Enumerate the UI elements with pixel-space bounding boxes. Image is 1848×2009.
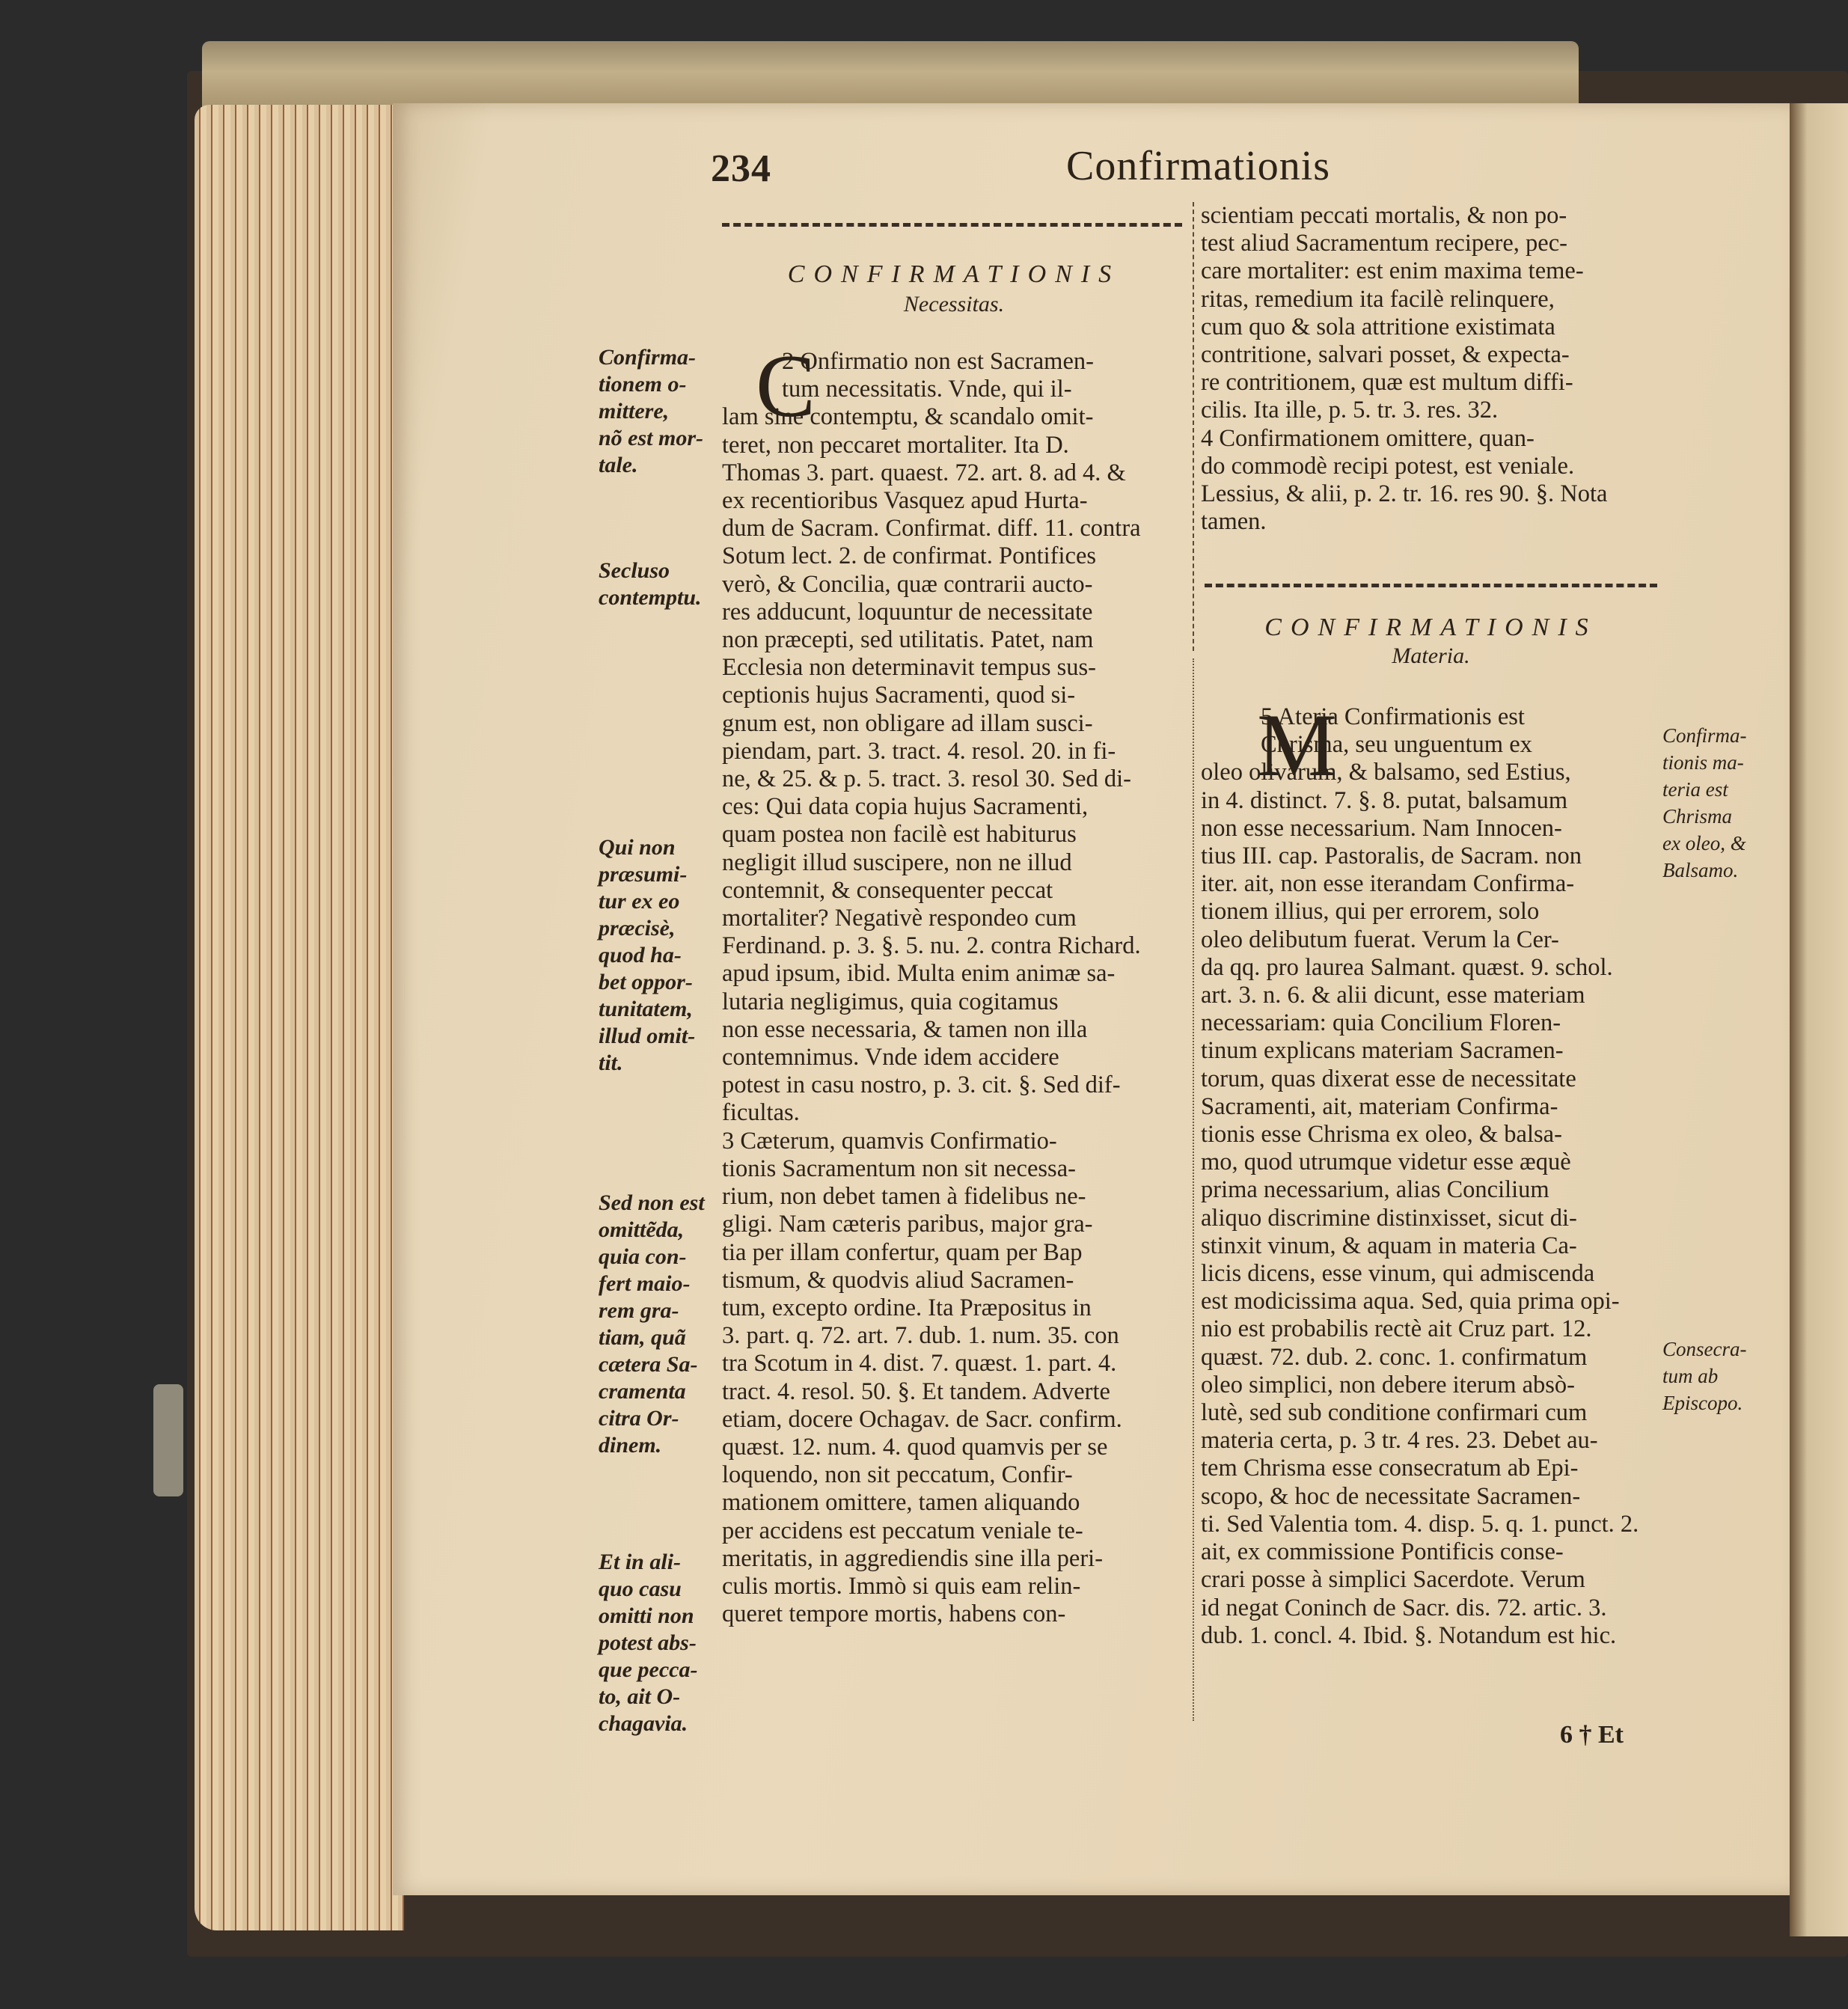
text-line: piendam, part. 3. tract. 4. resol. 20. in fi- <box>722 737 1116 765</box>
margin-note-line: contemptu. <box>599 585 702 610</box>
facing-page-edge <box>1790 103 1848 1936</box>
margin-note-left <box>599 1190 705 1459</box>
left-section-heading: CONFIRMATIONIS <box>787 260 1121 288</box>
text-line: Ferdinand. p. 3. §. 5. nu. 2. contra Richard. <box>722 932 1141 960</box>
text-line: lutaria negligimus, quia cogitamus <box>722 988 1059 1015</box>
margin-note-line: quia con- <box>599 1244 687 1269</box>
text-line: art. 3. n. 6. & alii dicunt, esse materiam <box>1201 982 1585 1009</box>
text-line: quæst. 12. num. 4. quod quamvis per se <box>722 1433 1108 1461</box>
text-line: licis dicens, esse vinum, qui admiscenda <box>1201 1260 1595 1288</box>
text-line: lutè, sed sub conditione confirmari cum <box>1201 1399 1588 1427</box>
text-line: tius III. cap. Pastoralis, de Sacram. non <box>1201 843 1582 870</box>
text-line: rium, non debet tamen à fidelibus ne- <box>722 1183 1086 1211</box>
margin-note-line: que pecca- <box>599 1657 698 1682</box>
column-divider-lower <box>1193 658 1194 1721</box>
text-line: test aliud Sacramentum recipere, pec- <box>1201 230 1567 257</box>
margin-note-line: tionem o- <box>599 372 687 397</box>
text-line: 3 Cæterum, quamvis Confirmatio- <box>722 1127 1057 1155</box>
text-line: per accidens est peccatum veniale te- <box>722 1517 1083 1544</box>
text-line: tia per illam confertur, quam per Bap <box>722 1238 1083 1266</box>
left-section-subheading: Necessitas. <box>903 292 1005 317</box>
text-line: crari posse à simplici Sacerdote. Verum <box>1201 1566 1585 1594</box>
margin-note-line: Confirma- <box>1662 724 1747 747</box>
margin-note-line: cramenta <box>599 1379 686 1404</box>
text-line: oleo delibutum fuerat. Verum la Cer- <box>1201 926 1559 953</box>
margin-note-line: Et in ali- <box>599 1550 682 1574</box>
page-number: 234 <box>711 147 771 190</box>
margin-note-line: Qui non <box>599 835 676 860</box>
margin-note-left <box>599 344 703 479</box>
margin-note-line: tur ex eo <box>599 889 680 914</box>
text-line: non esse necessaria, & tamen non illa <box>722 1015 1088 1043</box>
text-line: necessariam: quia Concilium Floren- <box>1201 1009 1561 1037</box>
text-line: tionis Sacramentum non sit necessa- <box>722 1155 1076 1182</box>
margin-note-line: dinem. <box>599 1433 662 1458</box>
margin-note-left <box>599 1549 697 1737</box>
margin-note-line: Sed non est <box>599 1190 705 1215</box>
right-section-heading: CONFIRMATIONIS <box>1264 614 1597 641</box>
catchword: 6 † Et <box>1560 1721 1624 1749</box>
text-line: apud ipsum, ibid. Multa enim animæ sa- <box>722 960 1116 988</box>
dropcap-right: M <box>1257 695 1337 795</box>
text-line: ti. Sed Valentia tom. 4. disp. 5. q. 1. punct. 2. <box>1201 1510 1639 1538</box>
text-line: Thomas 3. part. quaest. 72. art. 8. ad 4. & <box>722 459 1126 486</box>
text-line: care mortaliter: est enim maxima teme- <box>1201 257 1584 285</box>
margin-note-line: præsumi- <box>599 862 688 887</box>
margin-note-line: præcisè, <box>599 916 676 941</box>
margin-note-line: tum ab <box>1662 1365 1719 1387</box>
margin-note-line: mittere, <box>599 399 670 423</box>
text-line: tinum explicans materiam Sacramen- <box>1201 1037 1564 1065</box>
text-line: mationem omittere, tamen aliquando <box>722 1489 1080 1517</box>
text-line: tionis esse Chrisma ex oleo, & balsa- <box>1201 1121 1562 1149</box>
margin-note-line: omittẽda, <box>599 1217 685 1242</box>
text-line: Ecclesia non determinavit tempus sus- <box>722 654 1097 682</box>
text-line: culis mortis. Immò si quis eam relin- <box>722 1572 1081 1600</box>
margin-note-line: Consecra- <box>1662 1338 1747 1360</box>
text-line: Chrisma, seu unguentum ex <box>1261 731 1532 759</box>
column-divider <box>1193 202 1194 651</box>
text-line: non esse necessarium. Nam Innocen- <box>1201 814 1562 842</box>
text-line: potest in casu nostro, p. 3. cit. §. Sed dif- <box>722 1071 1121 1099</box>
margin-note-line: omitti non <box>599 1603 694 1628</box>
margin-note-line: Balsamo. <box>1662 859 1739 881</box>
text-line: materia certa, p. 3 tr. 4 res. 23. Debet au- <box>1201 1427 1598 1455</box>
text-line: est modicissima aqua. Sed, quia prima opi- <box>1201 1288 1620 1315</box>
text-line: tamen. <box>1201 508 1267 536</box>
text-line: lam sine contemptu, & scandalo omit- <box>722 403 1094 431</box>
margin-note-line: chagavia. <box>599 1711 688 1736</box>
text-line: verò, & Concilia, quæ contrarii aucto- <box>722 570 1093 598</box>
text-line: meritatis, in aggrediendis sine illa peri- <box>722 1544 1104 1572</box>
right-text-column <box>1201 695 1657 1650</box>
text-line: mo, quod utrumque videtur esse æquè <box>1201 1149 1571 1176</box>
text-line: 2 Onfirmatio non est Sacramen- <box>782 348 1094 375</box>
margin-note-line: illud omit- <box>599 1024 696 1048</box>
text-line: tem Chrisma esse consecratum ab Epi- <box>1201 1455 1579 1482</box>
text-line: tum, excepto ordine. Ita Præpositus in <box>722 1294 1092 1321</box>
text-line: negligit illud suscipere, non ne illud <box>722 848 1072 876</box>
text-line: iter. ait, non esse iterandam Confirma- <box>1201 870 1575 898</box>
rule-right <box>1205 584 1657 587</box>
left-text-column <box>722 336 1186 1628</box>
text-line: 5 Ateria Confirmationis est <box>1261 703 1525 730</box>
margin-note-line: tionis ma- <box>1662 751 1744 774</box>
running-title: Confirmationis <box>1066 143 1331 189</box>
margin-note-line: potest abs- <box>599 1630 697 1655</box>
margin-note-line: rem gra- <box>599 1298 679 1323</box>
text-line: oleo olivarum, & balsamo, sed Estius, <box>1201 759 1571 786</box>
text-line: oleo simplici, non debere iterum absò- <box>1201 1371 1576 1398</box>
metal-clasp <box>153 1384 183 1496</box>
text-line: non præcepti, sed utilitatis. Patet, nam <box>722 626 1094 654</box>
margin-note-line: bet oppor- <box>599 970 693 994</box>
dropcap-left: C <box>756 336 816 435</box>
text-line: id negat Coninch de Sacr. dis. 72. artic. 3. <box>1201 1594 1607 1621</box>
text-line: etiam, docere Ochagav. de Sacr. confirm. <box>722 1405 1122 1433</box>
text-line: ne, & 25. & p. 5. tract. 3. resol 30. Sed di- <box>722 765 1131 793</box>
text-line: Sotum lect. 2. de confirmat. Pontifices <box>722 542 1097 570</box>
text-line: quam postea non facilè est habiturus <box>722 821 1077 848</box>
margin-note-left <box>599 557 702 611</box>
text-line: ritas, remedium ita facilè relinquere, <box>1201 285 1555 313</box>
margin-note-left <box>599 834 695 1077</box>
margin-note-line: quo casu <box>599 1577 682 1601</box>
text-line: tum necessitatis. Vnde, qui il- <box>782 376 1072 403</box>
text-line: loquendo, non sit peccatum, Confir- <box>722 1461 1073 1489</box>
margin-note-line: Secluso <box>599 558 670 583</box>
text-line: da qq. pro laurea Salmant. quæst. 9. schol. <box>1201 953 1613 981</box>
text-line: ex recentioribus Vasquez apud Hurta- <box>722 487 1088 515</box>
rule-left <box>722 223 1182 227</box>
text-line: scopo, & hoc de necessitate Sacramen- <box>1201 1482 1581 1510</box>
text-line: dub. 1. concl. 4. Ibid. §. Notandum est hic. <box>1201 1621 1617 1649</box>
text-line: quæst. 72. dub. 2. conc. 1. confirmatum <box>1201 1343 1588 1371</box>
text-line: 3. part. q. 72. art. 7. dub. 1. num. 35. con <box>722 1322 1119 1350</box>
text-line: do commodè recipi potest, est veniale. <box>1201 452 1575 480</box>
text-line: res adducunt, loquuntur de necessitate <box>722 598 1093 626</box>
text-line: 4 Confirmationem omittere, quan- <box>1201 424 1535 452</box>
margin-note-line: tiam, quã <box>599 1325 686 1350</box>
text-line: ficultas. <box>722 1099 800 1127</box>
margin-note-right <box>1662 1336 1746 1416</box>
margin-note-line: teria est <box>1662 778 1728 801</box>
text-line: ces: Qui data copia hujus Sacramenti, <box>722 793 1089 821</box>
text-line: prima necessarium, alias Concilium <box>1201 1176 1549 1204</box>
text-line: Sacramenti, ait, materiam Confirma- <box>1201 1092 1558 1120</box>
margin-note-line: Episcopo. <box>1662 1392 1743 1414</box>
text-line: aliquo discrimine distinxisset, sicut di- <box>1201 1204 1577 1232</box>
text-line: stinxit vinum, & aquam in materia Ca- <box>1201 1232 1577 1259</box>
margin-note-line: ex oleo, & <box>1662 832 1746 854</box>
text-line: contemnimus. Vnde idem accidere <box>722 1044 1059 1071</box>
text-line: re contritionem, quæ est multum diffi- <box>1201 369 1573 397</box>
margin-note-line: Confirma- <box>599 345 697 370</box>
margin-note-line: tale. <box>599 453 638 477</box>
text-line: cilis. Ita ille, p. 5. tr. 3. res. 32. <box>1201 397 1499 424</box>
right-text-column-top <box>1201 202 1661 536</box>
margin-note-line: Chrisma <box>1662 805 1733 828</box>
text-line: contemnit, & consequenter peccat <box>722 876 1053 904</box>
margin-note-line: tit. <box>599 1051 623 1075</box>
text-line: contritione, salvari posset, & expecta- <box>1201 341 1570 369</box>
margin-note-line: fert maio- <box>599 1271 691 1296</box>
margin-note-right <box>1662 722 1747 884</box>
text-line: in 4. distinct. 7. §. 8. putat, balsamum <box>1201 786 1568 814</box>
right-section-subheading: Materia. <box>1392 643 1470 668</box>
text-line: tionem illius, qui per errorem, solo <box>1201 898 1540 926</box>
text-line: gnum est, non obligare ad illam susci- <box>722 709 1093 737</box>
text-line: cum quo & sola attritione existimata <box>1201 313 1555 340</box>
margin-note-line: nõ est mor- <box>599 426 704 450</box>
text-line: ait, ex commissione Pontificis conse- <box>1201 1538 1564 1566</box>
text-line: scientiam peccati mortalis, & non po- <box>1201 202 1567 229</box>
text-line: queret tempore mortis, habens con- <box>722 1600 1066 1628</box>
text-line: tismum, & quodvis aliud Sacramen- <box>722 1266 1074 1294</box>
margin-note-line: quod ha- <box>599 943 682 967</box>
margin-note-line: to, ait O- <box>599 1684 681 1709</box>
book-top-edge <box>202 41 1579 108</box>
margin-note-line: cætera Sa- <box>599 1352 698 1377</box>
text-line: mortaliter? Negativè respondeo cum <box>722 905 1077 932</box>
text-line: torum, quas dixerat esse de necessitate <box>1201 1065 1576 1092</box>
margin-note-line: citra Or- <box>599 1406 679 1431</box>
page-edges <box>195 105 404 1930</box>
text-line: dum de Sacram. Confirmat. diff. 11. contra <box>722 515 1141 542</box>
text-line: tract. 4. resol. 50. §. Et tandem. Adverte <box>722 1377 1110 1405</box>
text-line: ceptionis hujus Sacramenti, quod si- <box>722 682 1076 709</box>
text-line: teret, non peccaret mortaliter. Ita D. <box>722 431 1069 459</box>
text-line: gligi. Nam cæteris paribus, major gra- <box>722 1211 1093 1238</box>
margin-note-line: tunitatem, <box>599 997 693 1021</box>
text-line: tra Scotum in 4. dist. 7. quæst. 1. part. 4. <box>722 1350 1117 1377</box>
text-line: nio est probabilis rectè ait Cruz part. 12. <box>1201 1315 1592 1343</box>
text-line: Lessius, & alii, p. 2. tr. 16. res 90. §. Nota <box>1201 480 1608 508</box>
